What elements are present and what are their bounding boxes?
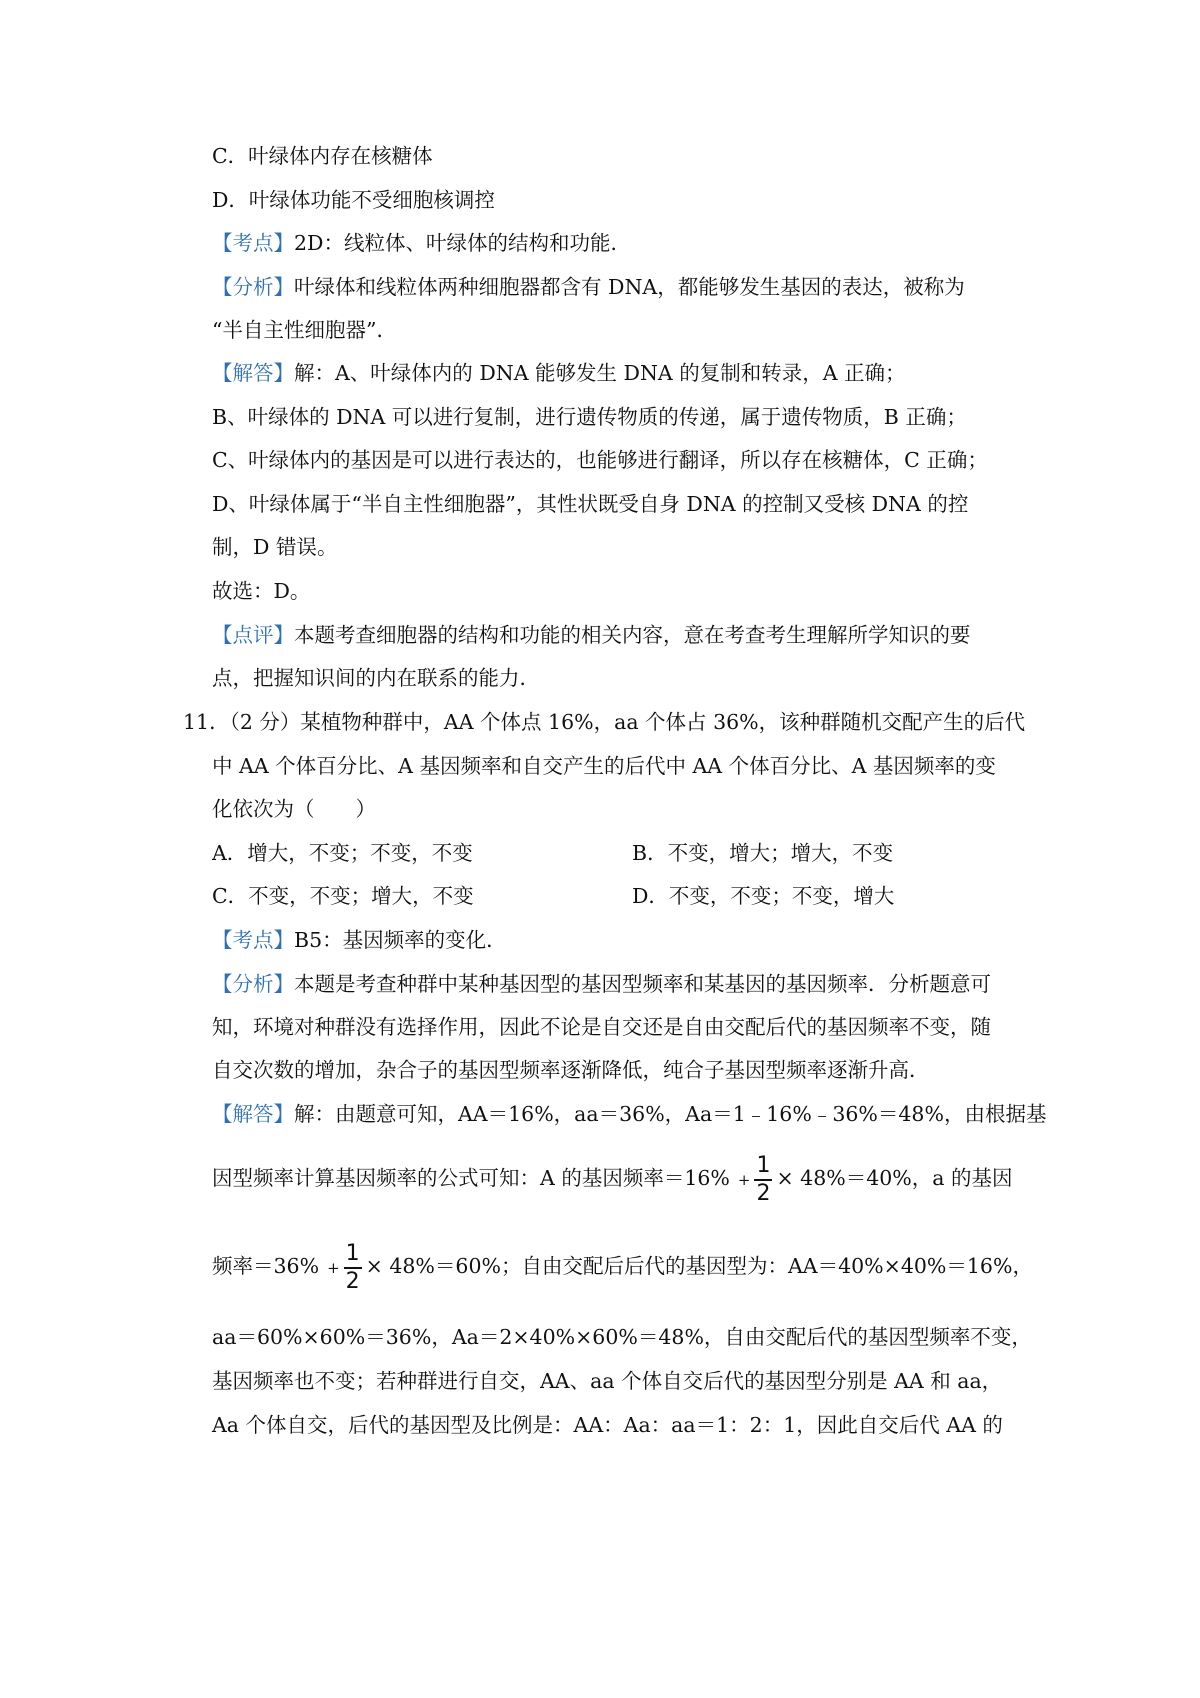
kaodian-line: 【考点】2D：线粒体、叶绿体的结构和功能．: [212, 231, 631, 255]
fenxi-line-2: “半自主性细胞器”．: [212, 318, 397, 342]
question-11-stem-3: 化依次为（ ）: [212, 797, 376, 821]
q11-jieda-line-6: Aa 个体自交，后代的基因型及比例是：AA：Aa：aa＝1：2：1，因此自交后代 AA 的: [212, 1413, 1003, 1437]
fenxi-line: 【分析】叶绿体和线粒体两种细胞器都含有 DNA，都能够发生基因的表达，被称为: [212, 275, 965, 299]
q11-fenxi-line-3: 自交次数的增加，杂合子的基因型频率逐渐降低，纯合子基因型频率逐渐升高．: [212, 1058, 930, 1082]
answer-d-line: D、叶绿体属于“半自主性细胞器”，其性状既受自身 DNA 的控制又受核 DNA 的控: [212, 492, 969, 516]
dianping-line-2: 点，把握知识间的内在联系的能力．: [212, 666, 540, 690]
q11-kaodian-line: 【考点】B5：基因频率的变化．: [212, 928, 507, 952]
fraction-one-half: $\frac{1}{2}$: [756, 1152, 771, 1206]
option-d: D．不变，不变；不变，增大: [632, 884, 895, 908]
q11-jieda-line: 【解答】解：由题意可知，AA＝16%，aa＝36%，Aa＝1﹣16%﹣36%＝48%，由根据基: [212, 1102, 1047, 1126]
jieda-tag: 【解答】: [212, 361, 294, 385]
choice-line: 故选：D。: [212, 579, 311, 603]
jieda-line: 【解答】解：A、叶绿体内的 DNA 能够发生 DNA 的复制和转录，A 正确；: [212, 361, 906, 385]
options-row-2: [212, 882, 895, 910]
q11-fenxi-line: 【分析】本题是考查种群中某种基因型的基因型频率和某基因的基因频率．分析题意可: [212, 972, 991, 996]
q11-jieda-line-2: 因型频率计算基因频率的公式可知：A 的基因频率＝16% + $\frac{1}{2}$ × 48%＝40%，a 的基因: [212, 1152, 1013, 1206]
option-d-text: D．叶绿体功能不受细胞核调控: [212, 188, 495, 212]
fenxi-tag: 【分析】: [212, 275, 294, 299]
question-11-stem: 11．（2 分）某植物种群中，AA 个体点 16%，aa 个体占 36%，该种群随机交配产生的后代: [183, 710, 1026, 734]
q11-jieda-line-3: 频率＝36% + $\frac{1}{2}$ × 48%＝60%；自由交配后后代的基因型为：AA＝40%×40%＝16%，: [212, 1240, 1033, 1294]
option-c-text: C．叶绿体内存在核糖体: [212, 144, 433, 168]
q11-jieda-line-5: 基因频率也不变；若种群进行自交，AA、aa 个体自交后代的基因型分别是 AA 和 aa，: [212, 1369, 1003, 1393]
dianping-line: 【点评】本题考查细胞器的结构和功能的相关内容，意在考查考生理解所学知识的要: [212, 623, 971, 647]
jieda-tag: 【解答】: [212, 1102, 294, 1126]
answer-d-line-2: 制，D 错误。: [212, 535, 338, 559]
answer-b-line: B、叶绿体的 DNA 可以进行复制，进行遗传物质的传递，属于遗传物质，B 正确；: [212, 405, 967, 429]
fraction-one-half: $\frac{1}{2}$: [345, 1240, 360, 1294]
kaodian-tag: 【考点】: [212, 928, 294, 952]
q11-fenxi-line-2: 知，环境对种群没有选择作用，因此不论是自交还是自由交配后代的基因频率不变，随: [212, 1015, 991, 1039]
answer-c-line: C、叶绿体内的基因是可以进行表达的，也能够进行翻译，所以存在核糖体，C 正确；: [212, 448, 988, 472]
question-11-stem-2: 中 AA 个体百分比、A 基因频率和自交产生的后代中 AA 个体百分比、A 基因频率的变: [212, 754, 996, 778]
option-a: A．增大，不变；不变，不变: [212, 841, 473, 865]
option-c: C．不变，不变；增大，不变: [212, 884, 474, 908]
kaodian-tag: 【考点】: [212, 231, 294, 255]
fenxi-tag: 【分析】: [212, 972, 294, 996]
options-row-1: [212, 839, 894, 867]
q11-jieda-line-4: aa＝60%×60%＝36%，Aa＝2×40%×60%＝48%，自由交配后代的基因型频率不变，: [212, 1325, 1032, 1349]
dianping-tag: 【点评】: [212, 623, 294, 647]
option-b: B．不变，增大；增大，不变: [632, 841, 894, 865]
